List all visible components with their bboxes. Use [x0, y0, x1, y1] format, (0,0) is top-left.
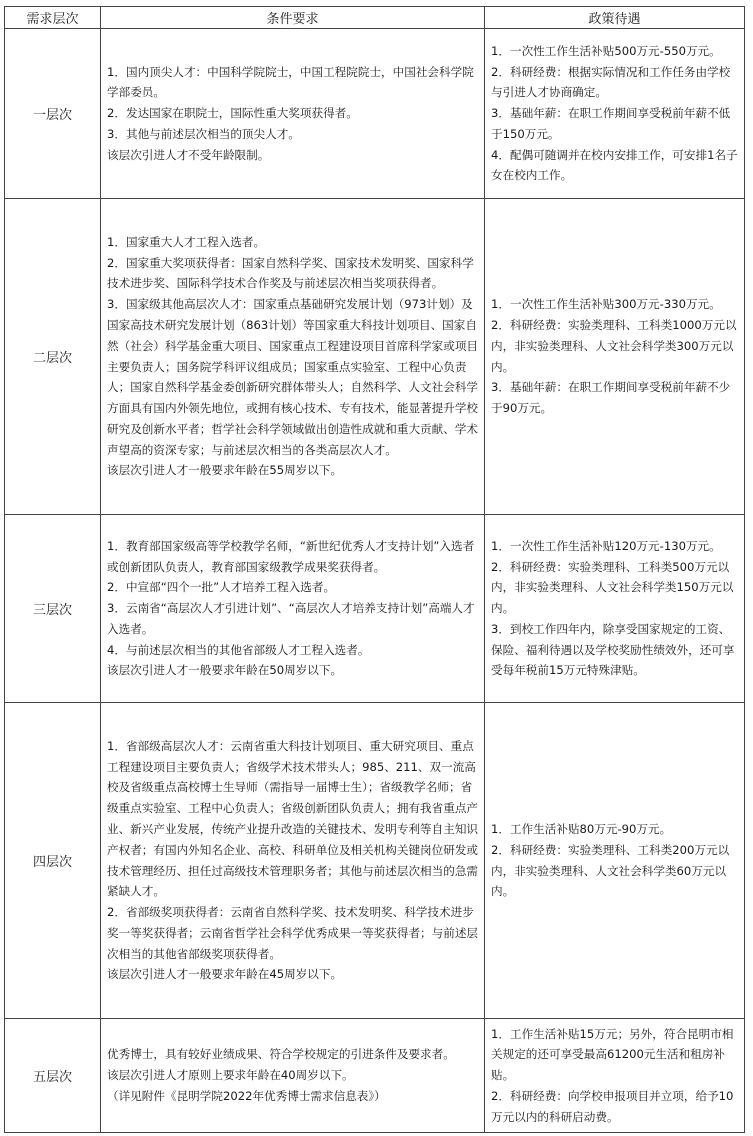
policy-cell	[485, 1019, 745, 1133]
policy-item: 2．科研经费：实验类理科、工科类500万元以内，非实验类理科、人文社会科学类150万元以内。	[491, 559, 734, 616]
table-row	[5, 703, 745, 1019]
table-row	[5, 1019, 745, 1133]
requirement-item: 4．与前述层次相当的其他省部级人才工程入选者。	[107, 642, 370, 657]
requirements-cell	[101, 703, 485, 1019]
requirement-item: 该层次引进人才一般要求年龄在45周岁以下。	[107, 967, 343, 982]
requirement-item: 优秀博士，具有较好业绩成果、符合学校规定的引进条件及要求者。	[107, 1047, 455, 1062]
policy-cell	[485, 703, 745, 1019]
policy-item: 3．基础年薪：在职工作期间享受税前年薪不少于90万元。	[491, 380, 731, 416]
requirement-item: 2．省部级奖项获得者：云南省自然科学奖、技术发明奖、科学技术进步奖一等奖获得者；云南省哲学社会科学优秀成果一等奖获得者；与前述层次相当的其他省部级奖项获得者。	[107, 905, 479, 961]
requirement-item: 1．教育部国家级高等学校教学名师，“新世纪优秀人才支持计划”入选者或创新团队负责人，教育部国家级教学成果奖获得者。	[107, 538, 475, 574]
policy-item: 1．工作生活补贴15万元；另外，符合昆明市相关规定的还可享受最高61200元生活和租房补贴。	[491, 1026, 734, 1083]
policy-item: 2．科研经费：向学校申报项目并立项，给予10万元以内的科研启动费。	[491, 1088, 734, 1124]
requirement-item: 3．国家级其他高层次人才：国家重点基础研究发展计划（973计划）及国家高技术研究发展计划（863计划）等国家重大科技计划项目、国家自然（社会）科学基金重大项目、国家重点工程建设项目首席科学家或项目主要负责人；国务院学科评议组成员；国家重点实验室、工程中心负责人；国家自然科学基金委创新研究群体带头人；自然科学、人文社会科学方面具有国内外领先地位，或拥有核心技术、专有技术，能显著提升学校研究及创新水平者；哲学社会科学领域做出创造性成就和重大贡献、学术声望高的资深专家；与前述层次相当的各类高层次人才。	[107, 297, 479, 457]
requirements-cell	[101, 199, 485, 515]
requirements-cell	[101, 515, 485, 703]
level-cell: 一层次	[5, 29, 101, 199]
requirement-item: （详见附件《昆明学院2022年优秀博士需求信息表》）	[107, 1088, 386, 1103]
requirement-item: 1．国内顶尖人才：中国科学院院士，中国工程院院士，中国社会科学院学部委员。	[107, 64, 474, 100]
policy-item: 1．一次性工作生活补贴120万元-130万元。	[491, 538, 721, 553]
policy-item: 4．配偶可随调并在校内安排工作，可安排1名子女在校内工作。	[491, 147, 738, 183]
policy-item: 2．科研经费：根据实际情况和工作任务由学校与引进人才协商确定。	[491, 64, 731, 100]
level-cell: 二层次	[5, 199, 101, 515]
requirement-item: 该层次引进人才一般要求年龄在55周岁以下。	[107, 463, 343, 478]
level-cell: 五层次	[5, 1019, 101, 1133]
table-row	[5, 515, 745, 703]
policy-item: 1．一次性工作生活补贴300万元-330万元。	[491, 297, 721, 312]
requirement-item: 2．发达国家在职院士，国际性重大奖项获得者。	[107, 106, 358, 121]
talent-requirements-table	[4, 6, 745, 1133]
requirement-item: 1．国家重大人才工程入选者。	[107, 234, 266, 249]
requirements-cell	[101, 29, 485, 199]
policy-item: 1．工作生活补贴80万元-90万元。	[491, 821, 672, 836]
requirements-cell	[101, 1019, 485, 1133]
requirement-item: 该层次引进人才一般要求年龄在50周岁以下。	[107, 663, 343, 678]
table-row	[5, 199, 745, 515]
policy-item: 2．科研经费：实验类理科、工科类200万元以内，非实验类理科、人文社会科学类60万元以内。	[491, 842, 730, 899]
requirement-item: 该层次引进人才原则上要求年龄在40周岁以下。	[107, 1068, 354, 1083]
policy-cell	[485, 515, 745, 703]
requirement-item: 3．云南省“高层次人才引进计划”、“高层次人才培养支持计划”高端人才入选者。	[107, 601, 475, 636]
header-level: 需求层次	[5, 7, 101, 29]
requirement-item: 该层次引进人才不受年龄限制。	[107, 147, 270, 162]
requirement-item: 2．中宣部“四个一批”人才培养工程入选者。	[107, 580, 336, 595]
table-header-row	[5, 7, 745, 29]
level-cell: 四层次	[5, 703, 101, 1019]
table-row	[5, 29, 745, 199]
policy-item: 3．基础年薪：在职工作期间享受税前年薪不低于150万元。	[491, 106, 731, 141]
policy-item: 3．到校工作四年内，除享受国家规定的工资、保险、福利待遇以及学校奖励性绩效外，还可享受每年税前15万元特殊津贴。	[491, 621, 735, 678]
requirement-item: 1．省部级高层次人才：云南省重大科技计划项目、重大研究项目、重点工程建设项目主要负责人；省级学术技术带头人；985、211、双一流高校及省级重点高校博士生导师（需指导一届博士生）；省级教学名师；省级重点实验室、工程中心负责人；省级创新团队负责人；拥有我省重点产业、新兴产业发展，传统产业提升改造的关键技术、发明专利等自主知识产权者；有国内外知名企业、高校、科研单位及相关机构关键岗位研发或技术管理经历、担任过高级技术管理职务者；其他与前述层次相当的急需紧缺人才。	[107, 738, 479, 899]
policy-cell	[485, 29, 745, 199]
policy-item: 2．科研经费：实验类理科、工科类1000万元以内，非实验类理科、人文社会科学类300万元以内。	[491, 317, 737, 374]
policy-item: 1．一次性工作生活补贴500万元-550万元。	[491, 43, 721, 58]
header-requirements: 条件要求	[101, 7, 485, 29]
requirement-item: 3．其他与前述层次相当的顶尖人才。	[107, 126, 300, 141]
header-policy: 政策待遇	[485, 7, 745, 29]
policy-cell	[485, 199, 745, 515]
requirement-item: 2．国家重大奖项获得者：国家自然科学奖、国家技术发明奖、国家科学技术进步奖、国际科学技术合作奖及与前述层次相当奖项获得者。	[107, 255, 474, 291]
level-cell: 三层次	[5, 515, 101, 703]
